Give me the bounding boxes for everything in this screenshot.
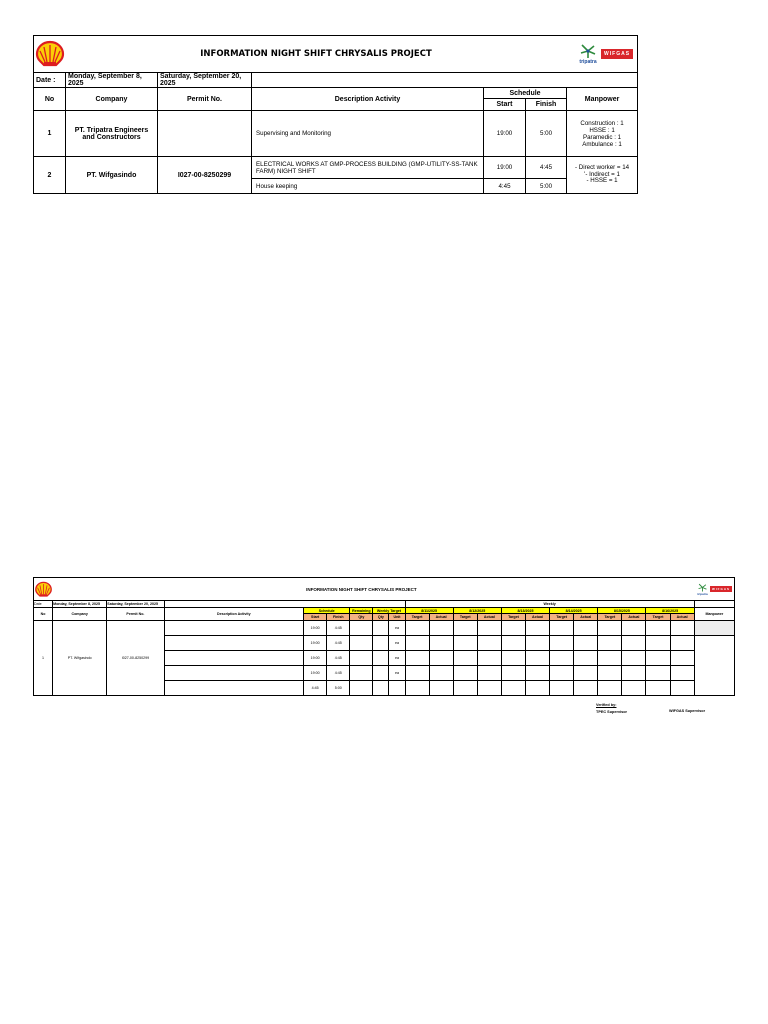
header-no: No — [34, 608, 53, 621]
shell-logo-icon — [34, 40, 66, 68]
header-manpower: Manpower — [694, 608, 734, 621]
day-header: 8/14/2025 — [550, 608, 598, 614]
row-start: 19:00 — [304, 621, 327, 636]
row-start: 19:00 — [484, 157, 526, 179]
header-actual: Actual — [525, 614, 549, 621]
day-header: 8/13/2025 — [501, 608, 549, 614]
date-spacer — [252, 73, 638, 88]
table-row — [34, 157, 638, 179]
row-unit: ea — [389, 636, 405, 651]
shell-logo-cell — [34, 36, 66, 73]
row-finish: 4:45 — [327, 621, 350, 636]
row-start: 4:45 — [304, 681, 327, 696]
date-from: Monday, September 8, 2025 — [66, 73, 158, 88]
header-remaining: Remaining — [350, 608, 373, 614]
row-finish: 5:00 — [526, 179, 567, 194]
tripatra-logo-icon — [579, 43, 597, 59]
shell-logo-cell — [34, 578, 53, 601]
header-qty: Qty — [350, 614, 373, 621]
header-manpower: Manpower — [567, 88, 638, 111]
header-actual: Actual — [477, 614, 501, 621]
tripatra-logo-icon — [697, 583, 708, 592]
row-finish: 5:00 — [327, 681, 350, 696]
date-to: Saturday, September 20, 2025 — [107, 601, 164, 608]
row-unit: ea — [389, 666, 405, 681]
page-title: INFORMATION NIGHT SHIFT CHRYSALIS PROJECT — [66, 36, 567, 73]
day-header: 8/15/2025 — [598, 608, 646, 614]
day-header: 8/12/2025 — [453, 608, 501, 614]
manpower-line: - HSSE = 1 — [586, 177, 618, 185]
row-start: 19:00 — [304, 651, 327, 666]
header-start: Start — [304, 614, 327, 621]
header-weekly-target: Weekly Target — [373, 608, 405, 614]
header-target: Target — [646, 614, 670, 621]
date-spacer — [164, 601, 405, 608]
header-schedule: Schedule — [304, 608, 350, 614]
night-shift-table — [33, 35, 638, 194]
manpower-line: HSSE : 1 — [589, 126, 615, 134]
manpower-line: Construction : 1 — [580, 119, 624, 127]
row-description: ELECTRICAL WORKS AT GMP-PROCESS BUILDING (GMP-UTILITY-SS-TANK FARM) NIGHT SHIFT — [252, 157, 484, 179]
row-start: 19:00 — [484, 111, 526, 157]
page-title: INFORMATION NIGHT SHIFT CHRYSALIS PROJECT — [53, 578, 671, 601]
night-shift-sheet — [33, 35, 637, 194]
row-finish: 4:45 — [327, 651, 350, 666]
row-start: 19:00 — [304, 636, 327, 651]
row-description: Supervising and Monitoring — [252, 111, 484, 157]
header-unit: Unit — [389, 614, 405, 621]
row-unit: ea — [389, 621, 405, 636]
row-start: 4:45 — [484, 179, 526, 194]
row-finish: 4:45 — [327, 636, 350, 651]
row-description — [164, 621, 304, 636]
header-company: Company — [53, 608, 107, 621]
shell-logo-icon — [34, 581, 53, 598]
header-permit: Permit No. — [158, 88, 252, 111]
day-header: 8/11/2025 — [405, 608, 453, 614]
row-description — [164, 666, 304, 681]
manpower-line: Paramedic : 1 — [582, 133, 622, 141]
header-target: Target — [550, 614, 574, 621]
date-to: Saturday, September 20, 2025 — [158, 73, 252, 88]
header-company: Company — [66, 88, 158, 111]
row-description — [164, 681, 304, 696]
row-manpower — [567, 111, 638, 157]
header-actual: Actual — [429, 614, 453, 621]
verified-by-label: Verified by: — [596, 703, 617, 707]
header-finish: Finish — [327, 614, 350, 621]
row-company: PT. Tripatra Engineers and Constructors — [66, 111, 158, 157]
date-spacer-end — [694, 601, 734, 608]
row-start: 19:00 — [304, 666, 327, 681]
row-manpower — [694, 636, 734, 696]
manpower-line: '- Indirect = 1 — [584, 170, 620, 178]
row-permit: I027-00-8250299 — [158, 157, 252, 194]
date-from: Monday, September 8, 2025 — [53, 601, 107, 608]
date-label: Date — [34, 601, 53, 608]
row-permit: I027-00-8250299 — [107, 621, 164, 696]
header-description: Description Activity — [164, 608, 304, 621]
date-label: Date : — [34, 73, 66, 88]
row-company: PT. Wifgasindo — [53, 621, 107, 696]
row-unit: ea — [389, 651, 405, 666]
wifgas-supervisor-label: WIFGAS Supervisor — [669, 709, 706, 713]
header-actual: Actual — [622, 614, 646, 621]
row-no: 2 — [34, 157, 66, 194]
tripatra-logo-text: tripatra — [579, 59, 597, 65]
row-company: PT. Wifgasindo — [66, 157, 158, 194]
header-target: Target — [501, 614, 525, 621]
row-description — [164, 651, 304, 666]
header-description: Description Activity — [252, 88, 484, 111]
manpower-line: - Direct worker = 14 — [574, 164, 630, 172]
weekly-header: Weekly — [405, 601, 694, 608]
header-target: Target — [598, 614, 622, 621]
weekly-progress-sheet — [33, 577, 735, 696]
row-finish: 5:00 — [526, 111, 567, 157]
row-manpower — [694, 621, 734, 636]
partner-logos — [670, 578, 734, 601]
tripatra-logo-text: tripatra — [697, 591, 708, 596]
row-permit — [158, 111, 252, 157]
header-start: Start — [484, 99, 526, 111]
row-manpower — [567, 157, 638, 194]
weekly-progress-table — [33, 577, 735, 696]
verification-block — [596, 703, 627, 714]
row-description — [164, 636, 304, 651]
header-target: Target — [453, 614, 477, 621]
row-finish: 4:45 — [526, 157, 567, 179]
wifgas-logo: WIFGAS — [601, 49, 633, 59]
row-finish: 4:45 — [327, 666, 350, 681]
header-no: No — [34, 88, 66, 111]
row-no: 1 — [34, 621, 53, 696]
header-actual: Actual — [670, 614, 694, 621]
partner-logos — [567, 36, 638, 73]
row-no: 1 — [34, 111, 66, 157]
row-description: House keeping — [252, 179, 484, 194]
header-schedule: Schedule — [484, 88, 567, 99]
header-actual: Actual — [574, 614, 598, 621]
row-unit — [389, 681, 405, 696]
header-finish: Finish — [526, 99, 567, 111]
wifgas-logo: WIFGAS — [712, 587, 730, 591]
header-permit: Permit No. — [107, 608, 164, 621]
day-header: 8/16/2025 — [646, 608, 694, 614]
manpower-line: Ambulance : 1 — [582, 140, 622, 148]
tec-supervisor-label: TPEC Supervisor — [596, 710, 628, 714]
table-row — [34, 111, 638, 157]
table-row — [34, 621, 735, 636]
header-qty2: Qty — [373, 614, 389, 621]
header-target: Target — [405, 614, 429, 621]
